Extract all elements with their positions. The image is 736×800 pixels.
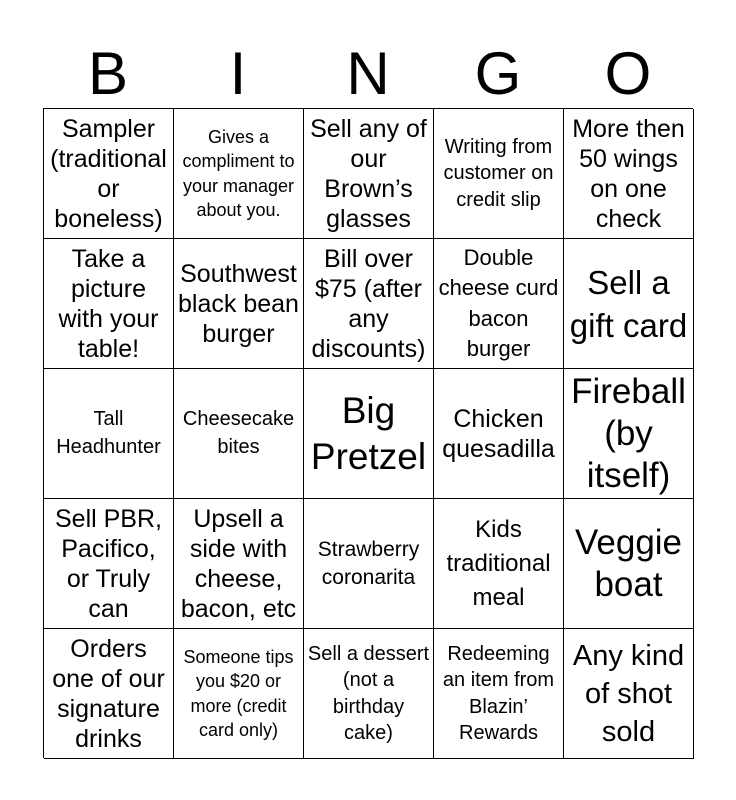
bingo-cell-n5[interactable] [304,629,434,759]
header-letter-g: G [474,40,522,107]
bingo-cell-o5[interactable] [564,629,694,759]
cell-text: Kids traditional meal [446,515,551,611]
bingo-cell-i2[interactable] [174,239,304,369]
cell-text: Any kind of shot sold [572,639,685,748]
bingo-cell-o2[interactable] [564,239,694,369]
cell-text: Cheesecake bites [182,408,295,458]
bingo-cell-b5[interactable] [44,629,174,759]
bingo-cell-i5[interactable] [174,629,304,759]
bingo-cell-g4[interactable] [434,499,564,629]
cell-text: Big Pretzel [310,389,427,477]
cell-text: Strawberry coronarita [317,537,420,589]
bingo-cell-i4[interactable] [174,499,304,629]
header-letter-i: I [229,40,247,107]
cell-text: Southwest black bean burger [178,259,299,348]
cell-text: Chicken quesadilla [442,404,555,463]
bingo-cell-o3[interactable] [564,369,694,499]
header-letter-o: O [604,40,652,107]
bingo-cell-g1[interactable] [434,109,564,239]
bingo-cell-i1[interactable] [174,109,304,239]
bingo-board [43,108,693,758]
cell-text: Bill over $75 (after any discounts) [311,244,426,363]
bingo-cell-o4[interactable] [564,499,694,629]
cell-text: Writing from customer on credit slip [443,135,554,211]
bingo-cell-b4[interactable] [44,499,174,629]
cell-text: Veggie boat [574,522,683,604]
cell-text: Sell any of our Brown’s glasses [310,114,427,233]
cell-text: Someone tips you $20 or more (credit card only) [183,646,294,740]
bingo-cell-n1[interactable] [304,109,434,239]
cell-text: Upsell a side with cheese, bacon, etc [180,504,297,623]
cell-text: Fireball (by itself) [571,371,686,495]
header-letter-b: B [87,40,129,107]
bingo-cell-o1[interactable] [564,109,694,239]
cell-text: Double cheese curd bacon burger [438,244,559,361]
bingo-header [43,40,693,108]
cell-text: Gives a compliment to your manager about you. [182,126,295,220]
cell-text: Sell a gift card [569,263,688,344]
bingo-cell-b2[interactable] [44,239,174,369]
cell-text: Tall Headhunter [56,408,161,458]
cell-text: Sell a dessert (not a birthday cake) [307,642,430,744]
bingo-cell-n2[interactable] [304,239,434,369]
bingo-cell-g5[interactable] [434,629,564,759]
bingo-cell-b1[interactable] [44,109,174,239]
cell-text: Sell PBR, Pacifico, or Truly can [55,504,162,623]
bingo-cell-g3[interactable] [434,369,564,499]
bingo-cell-b3[interactable] [44,369,174,499]
cell-text: Take a picture with your table! [58,244,159,363]
bingo-cell-g2[interactable] [434,239,564,369]
bingo-cell-n3[interactable] [304,369,434,499]
bingo-cell-i3[interactable] [174,369,304,499]
bingo-cell-n4[interactable] [304,499,434,629]
cell-text: Sampler (traditional or boneless) [50,114,167,233]
cell-text: Redeeming an item from Blazin’ Rewards [442,642,555,744]
cell-text: More then 50 wings on one check [572,114,685,233]
cell-text: Orders one of our signature drinks [52,634,165,753]
header-letter-n: N [346,40,390,107]
